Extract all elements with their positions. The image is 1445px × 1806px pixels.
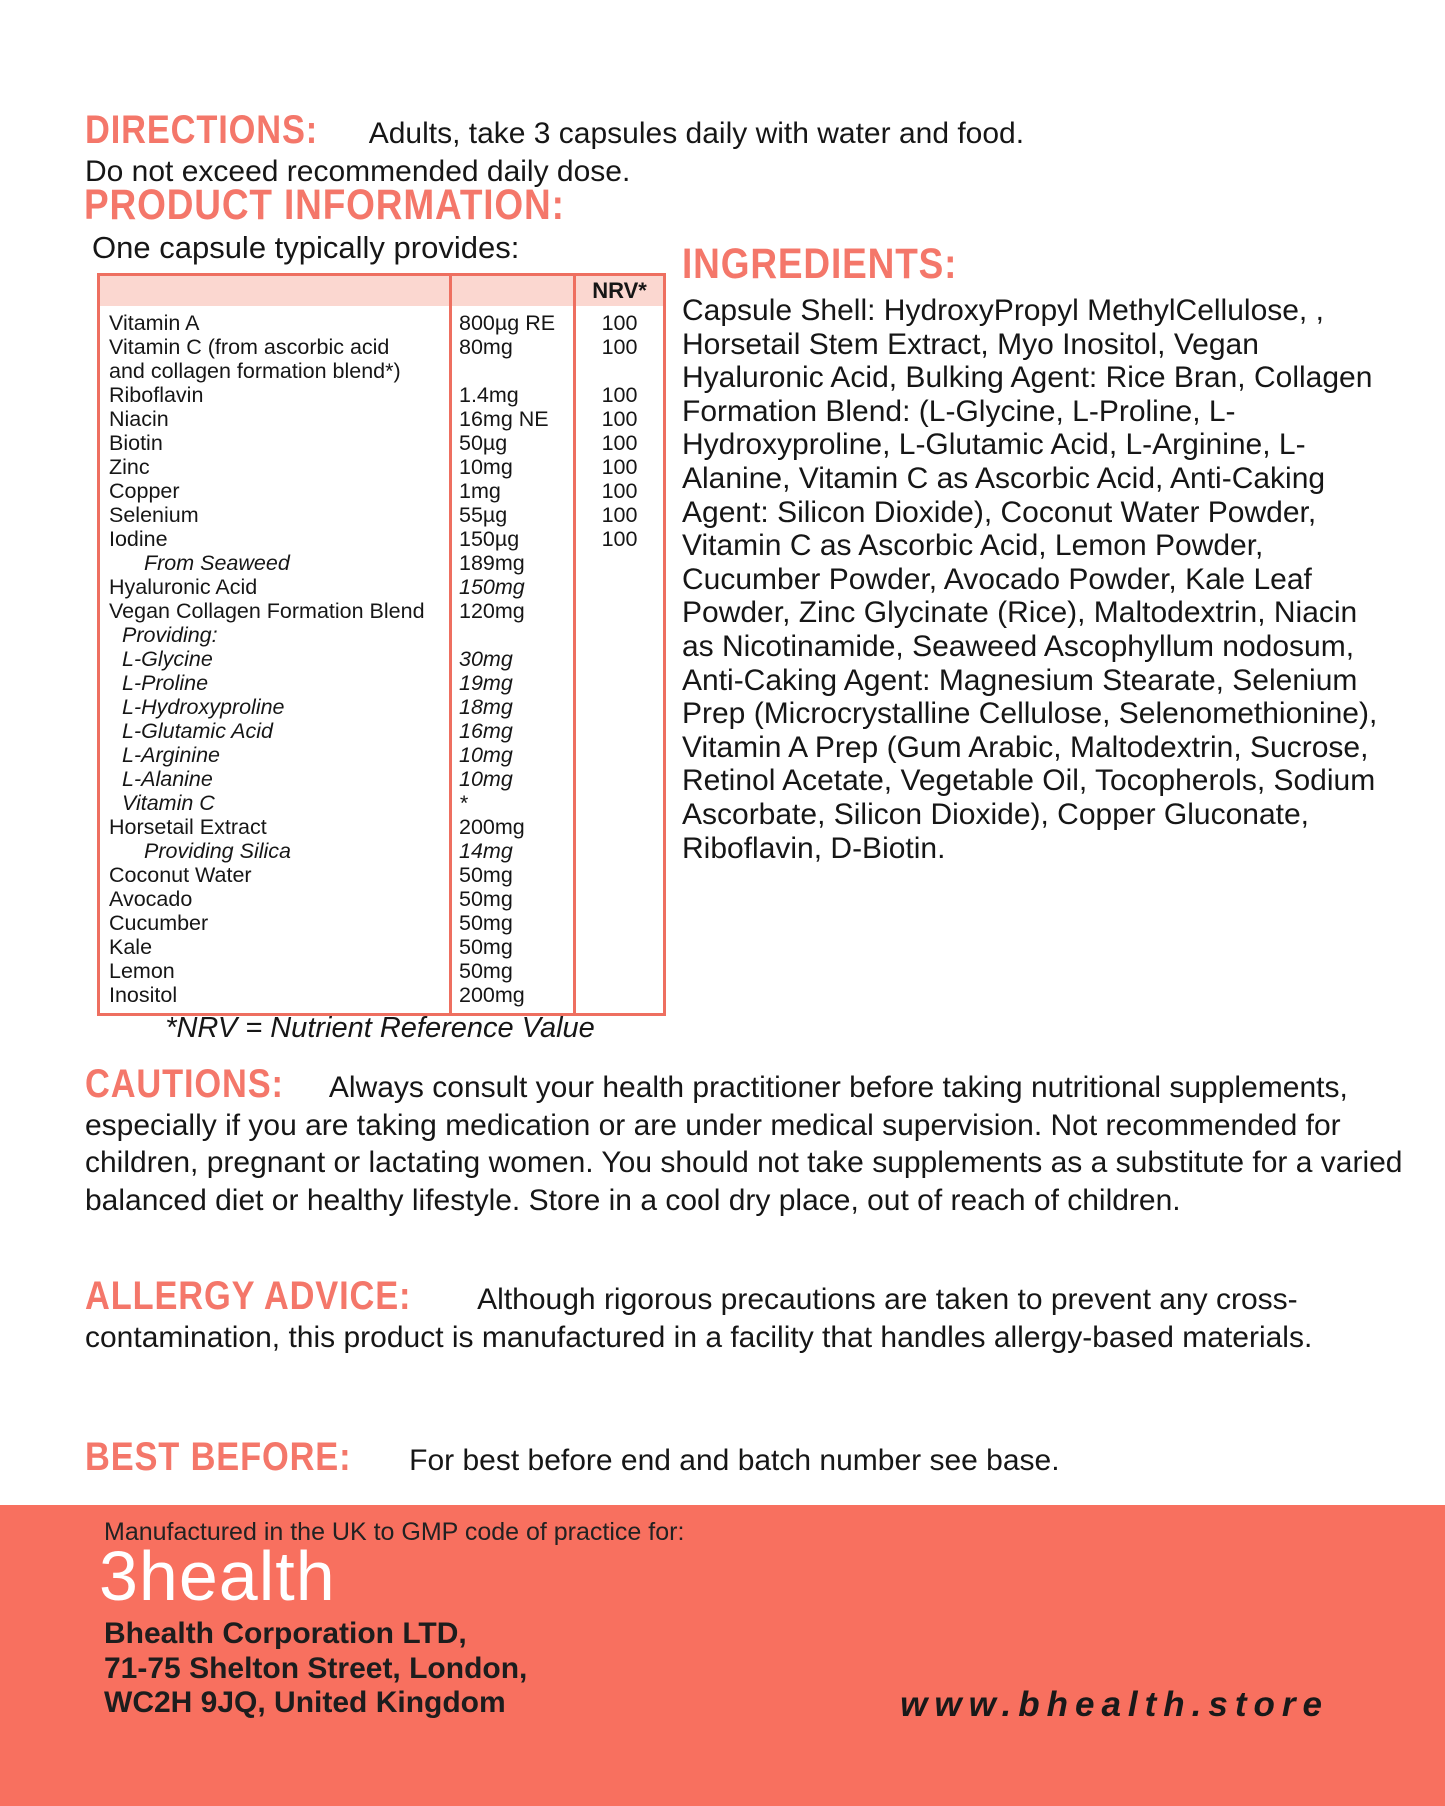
nutrition-table <box>97 273 666 1016</box>
nutrient-name: L-Hydroxyproline <box>99 695 451 719</box>
nutrient-name: Riboflavin <box>99 383 451 407</box>
nutrient-amount <box>451 623 575 647</box>
nutrient-name: Niacin <box>99 407 451 431</box>
nutrient-row <box>99 527 665 551</box>
nutrient-amount: 10mg <box>451 455 575 479</box>
nutrient-name: Providing Silica <box>99 839 451 863</box>
nutrient-amount: 50mg <box>451 887 575 911</box>
cautions-heading: CAUTIONS: <box>85 1062 284 1106</box>
nutrient-nrv <box>575 815 665 839</box>
nutrient-name: Vitamin C <box>99 791 451 815</box>
nutrient-nrv: 100 <box>575 479 665 503</box>
ingredients-section <box>682 240 1384 865</box>
nutrient-row <box>99 335 665 359</box>
nutrient-amount: 50mg <box>451 935 575 959</box>
nutrient-name: Vegan Collagen Formation Blend <box>99 599 451 623</box>
nutrient-row <box>99 815 665 839</box>
nutrient-amount: 80mg <box>451 335 575 359</box>
table-header-row <box>99 275 665 307</box>
nutrient-row <box>99 863 665 887</box>
nutrient-amount: 800µg RE <box>451 306 575 335</box>
nutrient-nrv: 100 <box>575 306 665 335</box>
nutrient-row <box>99 671 665 695</box>
product-information-heading: PRODUCT INFORMATION: <box>84 181 565 229</box>
address-line: WC2H 9JQ, United Kingdom <box>104 1686 506 1719</box>
nrv-column-header: NRV* <box>575 275 665 307</box>
nutrient-row <box>99 959 665 983</box>
directions-section <box>85 110 1300 190</box>
ingredients-heading: INGREDIENTS: <box>682 240 958 288</box>
ingredients-text: Capsule Shell: HydroxyPropyl MethylCellulose, , Horsetail Stem Extract, Myo Inositol, Vegan Hyaluronic Acid, Bulking Agent: Rice Bran, Collagen Formation Blend: (L-Glycine, L-Proline, L-Hydroxyproline, L-Glutamic Acid, L-Arginine, L-Alanine, Vitamin C as Ascorbic Acid, Anti-Caking Agent: Silicon Dioxide), Coconut Water Powder, Vitamin C as Ascorbic Acid, Lemon Powder, Cucumber Powder, Avocado Powder, Kale Leaf Powder, Zinc Glycinate (Rice), Maltodextrin, Niacin as Nicotinamide, Seaweed Ascophyllum nodosum, Anti-Caking Agent: Magnesium Stearate, Selenium Prep (Microcrystalline Cellulose, Selenomethionine), Vitamin A Prep (Gum Arabic, Maltodextrin, Sucrose, Retinol Acetate, Vegetable Oil, Tocopherols, Sodium Ascorbate, Silicon Dioxide), Copper Gluconate, Riboflavin, D-Biotin. <box>682 294 1378 865</box>
nutrient-amount: 120mg <box>451 599 575 623</box>
nutrient-nrv <box>575 767 665 791</box>
nutrient-nrv: 100 <box>575 527 665 551</box>
address-line: 71-75 Shelton Street, London, <box>104 1651 528 1685</box>
nutrient-name: L-Glycine <box>99 647 451 671</box>
nutrient-nrv <box>575 359 665 383</box>
nutrient-nrv: 100 <box>575 455 665 479</box>
allergy-advice-heading: ALLERGY ADVICE: <box>85 1274 412 1318</box>
nutrient-column-header <box>99 275 451 307</box>
nutrient-name: Inositol <box>99 983 451 1015</box>
nutrient-nrv <box>575 959 665 983</box>
nutrient-name: Cucumber <box>99 911 451 935</box>
nutrient-row <box>99 551 665 575</box>
nutrient-name: Coconut Water <box>99 863 451 887</box>
nutrient-nrv <box>575 887 665 911</box>
nutrient-name: Biotin <box>99 431 451 455</box>
nutrient-row <box>99 791 665 815</box>
directions-line2: Do not exceed recommended daily dose. <box>85 154 631 188</box>
nutrient-nrv <box>575 623 665 647</box>
nutrient-amount: 18mg <box>451 695 575 719</box>
nutrient-nrv <box>575 647 665 671</box>
nutrient-nrv: 100 <box>575 383 665 407</box>
nutrient-nrv <box>575 671 665 695</box>
nutrient-row <box>99 383 665 407</box>
nutrient-amount: 16mg NE <box>451 407 575 431</box>
nutrient-row <box>99 623 665 647</box>
nutrient-nrv: 100 <box>575 335 665 359</box>
nutrient-nrv <box>575 743 665 767</box>
nutrient-amount: 200mg <box>451 983 575 1015</box>
nutrient-row <box>99 455 665 479</box>
nutrient-amount: 50mg <box>451 959 575 983</box>
address-line: Bhealth Corporation LTD, <box>104 1617 467 1650</box>
nutrient-nrv: 100 <box>575 407 665 431</box>
best-before-heading: BEST BEFORE: <box>85 1435 352 1479</box>
cautions-section <box>85 1064 1410 1219</box>
nutrient-name: Copper <box>99 479 451 503</box>
nutrient-amount: 10mg <box>451 743 575 767</box>
directions-line1: Adults, take 3 capsules daily with water and food. <box>368 117 1025 150</box>
provides-line: One capsule typically provides: <box>92 230 520 265</box>
nutrient-amount: 189mg <box>451 551 575 575</box>
nutrient-amount: 10mg <box>451 767 575 791</box>
nutrient-nrv <box>575 791 665 815</box>
nutrient-row <box>99 839 665 863</box>
nutrient-row <box>99 306 665 335</box>
company-address <box>104 1617 527 1721</box>
nutrient-name: Lemon <box>99 959 451 983</box>
nutrient-nrv <box>575 911 665 935</box>
directions-heading: DIRECTIONS: <box>85 108 319 152</box>
best-before-section <box>85 1437 1410 1480</box>
nutrient-nrv <box>575 695 665 719</box>
nutrient-nrv: 100 <box>575 503 665 527</box>
nutrient-nrv <box>575 719 665 743</box>
nutrient-nrv <box>575 551 665 575</box>
nutrition-table-wrapper <box>97 273 663 1016</box>
nutrient-row <box>99 911 665 935</box>
nutrient-name: L-Proline <box>99 671 451 695</box>
nutrient-row <box>99 479 665 503</box>
nutrient-name: Zinc <box>99 455 451 479</box>
nutrient-row <box>99 431 665 455</box>
nutrient-amount: 150mg <box>451 575 575 599</box>
nutrient-name: Horsetail Extract <box>99 815 451 839</box>
nutrient-row <box>99 575 665 599</box>
nutrient-row <box>99 599 665 623</box>
nutrient-amount: 55µg <box>451 503 575 527</box>
nutrient-row <box>99 407 665 431</box>
nutrient-name: Kale <box>99 935 451 959</box>
best-before-text: For best before end and batch number see base. <box>409 1444 1060 1477</box>
nutrient-amount: 16mg <box>451 719 575 743</box>
gmp-line: Manufactured in the UK to GMP code of practice for: <box>104 1518 685 1546</box>
footer-band <box>0 1505 1445 1806</box>
nutrient-amount <box>451 359 575 383</box>
nutrient-name: Avocado <box>99 887 451 911</box>
nrv-footnote: *NRV = Nutrient Reference Value <box>165 1012 595 1044</box>
nutrient-row <box>99 743 665 767</box>
nutrient-nrv <box>575 863 665 887</box>
nutrient-name: L-Alanine <box>99 767 451 791</box>
nutrient-row <box>99 719 665 743</box>
nutrient-amount: 200mg <box>451 815 575 839</box>
nutrient-amount: 50µg <box>451 431 575 455</box>
nutrient-name: From Seaweed <box>99 551 451 575</box>
nutrient-name: Providing: <box>99 623 451 647</box>
amount-column-header <box>451 275 575 307</box>
bhealth-logo: 3health <box>99 1537 336 1615</box>
nutrient-nrv <box>575 935 665 959</box>
nutrient-row <box>99 359 665 383</box>
nutrient-row <box>99 935 665 959</box>
nutrient-name: Hyaluronic Acid <box>99 575 451 599</box>
nutrient-nrv <box>575 599 665 623</box>
nutrient-amount: 150µg <box>451 527 575 551</box>
nutrient-amount: 14mg <box>451 839 575 863</box>
allergy-advice-section <box>85 1276 1410 1356</box>
nutrient-amount: 1.4mg <box>451 383 575 407</box>
cautions-text: Always consult your health practitioner before taking nutritional supplements, especially if you are taking medication or are under medical supervision. Not recommended for children, pregnant or lactating women. You should not take supplements as a substitute for a varied balanced diet or healthy lifestyle. Store in a cool dry place, out of reach of children. <box>85 1071 1403 1217</box>
nutrient-name: Iodine <box>99 527 451 551</box>
nutrient-name: Vitamin A <box>99 306 451 335</box>
nutrient-amount: 30mg <box>451 647 575 671</box>
nutrient-amount: 50mg <box>451 911 575 935</box>
nutrient-name: Vitamin C (from ascorbic acid <box>99 335 451 359</box>
nutrient-amount: 1mg <box>451 479 575 503</box>
nutrient-amount: 19mg <box>451 671 575 695</box>
nutrient-nrv <box>575 575 665 599</box>
nutrient-amount: 50mg <box>451 863 575 887</box>
nutrient-row <box>99 503 665 527</box>
allergy-advice-text: Although rigorous precautions are taken to prevent any cross-contamination, this product is manufactured in a facility that handles allergy-based materials. <box>85 1283 1313 1354</box>
nutrient-nrv <box>575 983 665 1015</box>
nutrient-row <box>99 695 665 719</box>
nutrient-row <box>99 647 665 671</box>
nutrient-row <box>99 983 665 1015</box>
nutrient-row <box>99 887 665 911</box>
nutrient-amount: * <box>451 791 575 815</box>
website-url: www.bhealth.store <box>900 1685 1329 1724</box>
nutrient-row <box>99 767 665 791</box>
nutrient-nrv <box>575 839 665 863</box>
nutrient-name: L-Arginine <box>99 743 451 767</box>
nutrient-name: Selenium <box>99 503 451 527</box>
nutrient-name: L-Glutamic Acid <box>99 719 451 743</box>
nutrient-nrv: 100 <box>575 431 665 455</box>
nutrient-name: and collagen formation blend*) <box>99 359 451 383</box>
